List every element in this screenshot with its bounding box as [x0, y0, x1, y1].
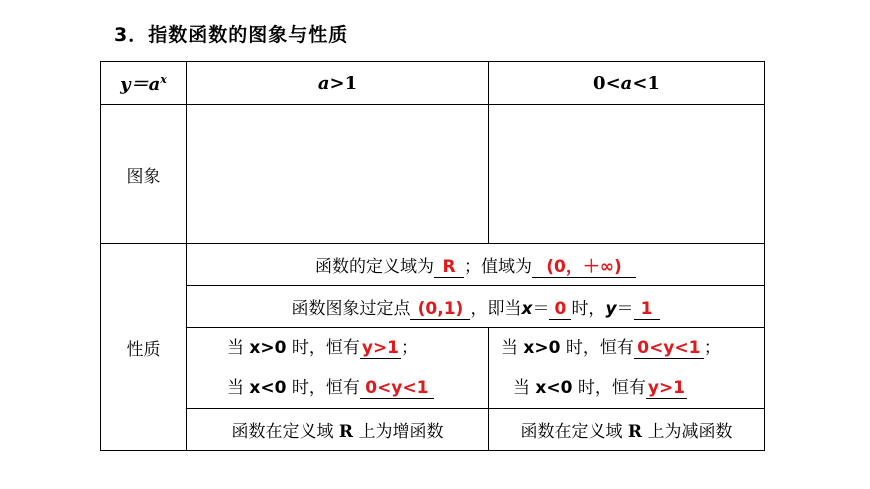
a-greater-1-properties: 当 x>0 时，恒有 y>1 ； 当 x<0 时，恒有 0<y<1 — [187, 328, 489, 409]
graph-cell-a-between-0-1 — [489, 105, 765, 244]
header-function: $y=a^x$ — [101, 62, 187, 105]
a-between-0-1-positive-answer: 0<y<1 — [634, 338, 704, 359]
y-answer: 1 — [634, 299, 660, 320]
domain-answer: R — [434, 257, 464, 278]
header-a-greater-1: a>1 — [187, 62, 489, 105]
property-label: 性质 — [101, 244, 187, 451]
fixed-point-row: 函数图象过定点 (0,1) ，即当x＝ 0 时，y＝ 1 — [187, 286, 765, 328]
range-answer: (0，＋∞) — [532, 257, 636, 278]
a-between-0-1-properties: 当 x>0 时，恒有 0<y<1 ； 当 x<0 时，恒有 y>1 — [489, 328, 765, 409]
decreasing-statement: 函数在定义域 R 上为减函数 — [489, 409, 765, 451]
domain-range-row: 函数的定义域为 R ；值域为 (0，＋∞) — [187, 244, 765, 286]
a-greater-1-positive-answer: y>1 — [361, 338, 400, 358]
a-greater-1-negative-answer: 0<y<1 — [360, 378, 434, 399]
a-between-0-1-negative-answer: y>1 — [647, 378, 686, 398]
exponential-function-table — [100, 61, 765, 451]
graph-label: 图象 — [101, 105, 187, 244]
section-heading: 3．指数函数的图象与性质 — [114, 24, 349, 46]
x-answer: 0 — [549, 299, 571, 320]
increasing-statement: 函数在定义域 R 上为增函数 — [187, 409, 489, 451]
fixed-point-answer: (0,1) — [410, 299, 470, 320]
graph-cell-a-greater-1 — [187, 105, 489, 244]
header-a-between-0-1: 0<a<1 — [489, 62, 765, 105]
